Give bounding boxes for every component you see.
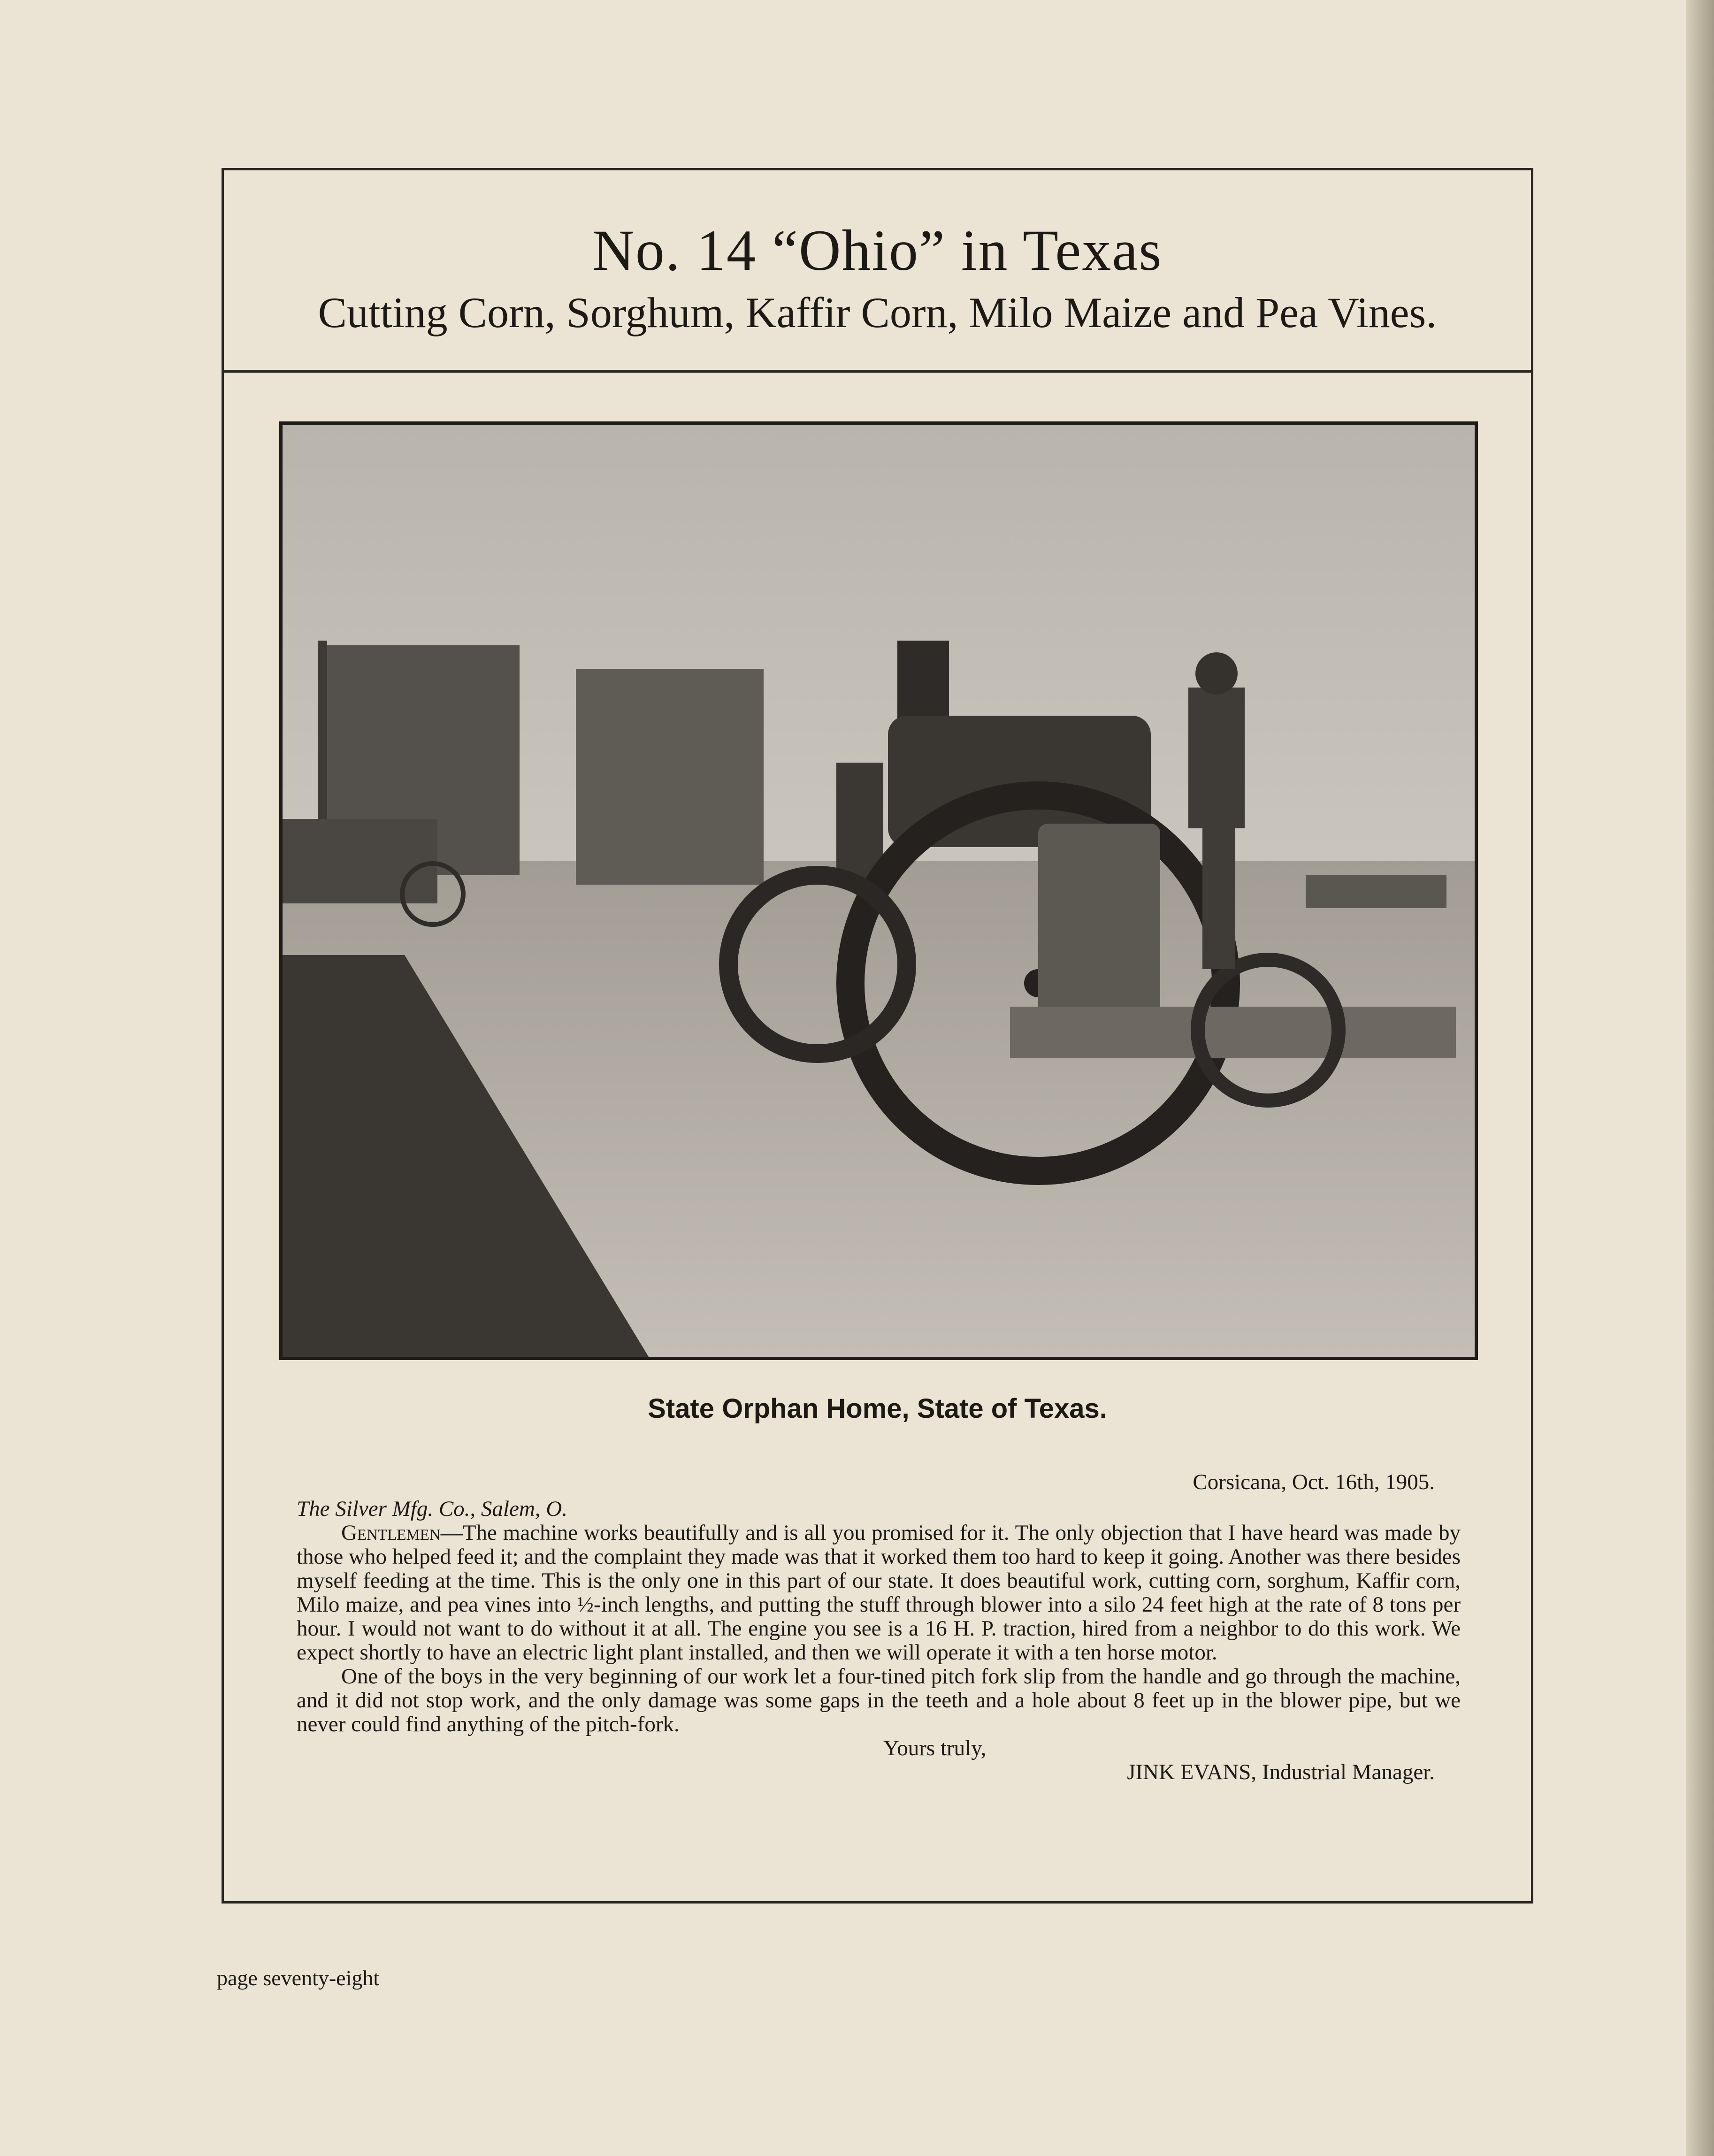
letter-dateline: Corsicana, Oct. 16th, 1905. xyxy=(1193,1470,1435,1494)
letter-salutation: Gentlemen— xyxy=(341,1521,463,1545)
header-divider xyxy=(224,370,1531,373)
page-number-footer: page seventy-eight xyxy=(217,1966,380,1990)
advertisement-frame xyxy=(222,168,1533,1904)
letter-addressee: The Silver Mfg. Co., Salem, O. xyxy=(297,1497,567,1521)
photo-caption: State Orphan Home, State of Texas. xyxy=(648,1393,1107,1424)
page-subtitle: Cutting Corn, Sorghum, Kaffir Corn, Milo Maize and Pea Vines. xyxy=(318,289,1437,336)
letter-paragraph-2: One of the boys in the very beginning of our work let a four-tined pitch fork slip from the handle and go through the machine, and it did not stop work, and the only damage was some gaps in the teeth and a hole about 8 feet up in the blower pipe, but we never could find anything of the pitch-fork. xyxy=(297,1664,1461,1736)
header xyxy=(224,170,1531,372)
page-edge-shadow xyxy=(1686,0,1714,2156)
letter-paragraph-1-text: The machine works beautifully and is all you promised for it. The only objection that I have heard was made by those who helped feed it; and the complaint they made was that it worked them too hard to keep it going. Another was there besides myself feeding at the time. This is the only one in this part of our state. It does beautiful work, cutting corn, sorghum, Kaffir corn, Milo maize, and pea vines into ½-inch lengths, and putting the stuff through blower into a silo 24 feet high at the rate of 8 tons per hour. I would not want to do without it at all. The engine you see is a 16 H. P. traction, hired from a neighbor to do this work. We expect shortly to have an electric light plant installed, and then we will operate it with a ten horse motor. xyxy=(297,1521,1461,1665)
page-title: No. 14 “Ohio” in Texas xyxy=(592,218,1163,283)
photograph-steam-tractor-silos xyxy=(279,421,1478,1360)
testimonial-letter xyxy=(297,1470,1461,1784)
letter-paragraph-1 xyxy=(297,1521,1461,1665)
letter-closing: Yours truly, xyxy=(883,1736,987,1760)
letter-signature: JINK EVANS, Industrial Manager. xyxy=(1127,1760,1435,1784)
